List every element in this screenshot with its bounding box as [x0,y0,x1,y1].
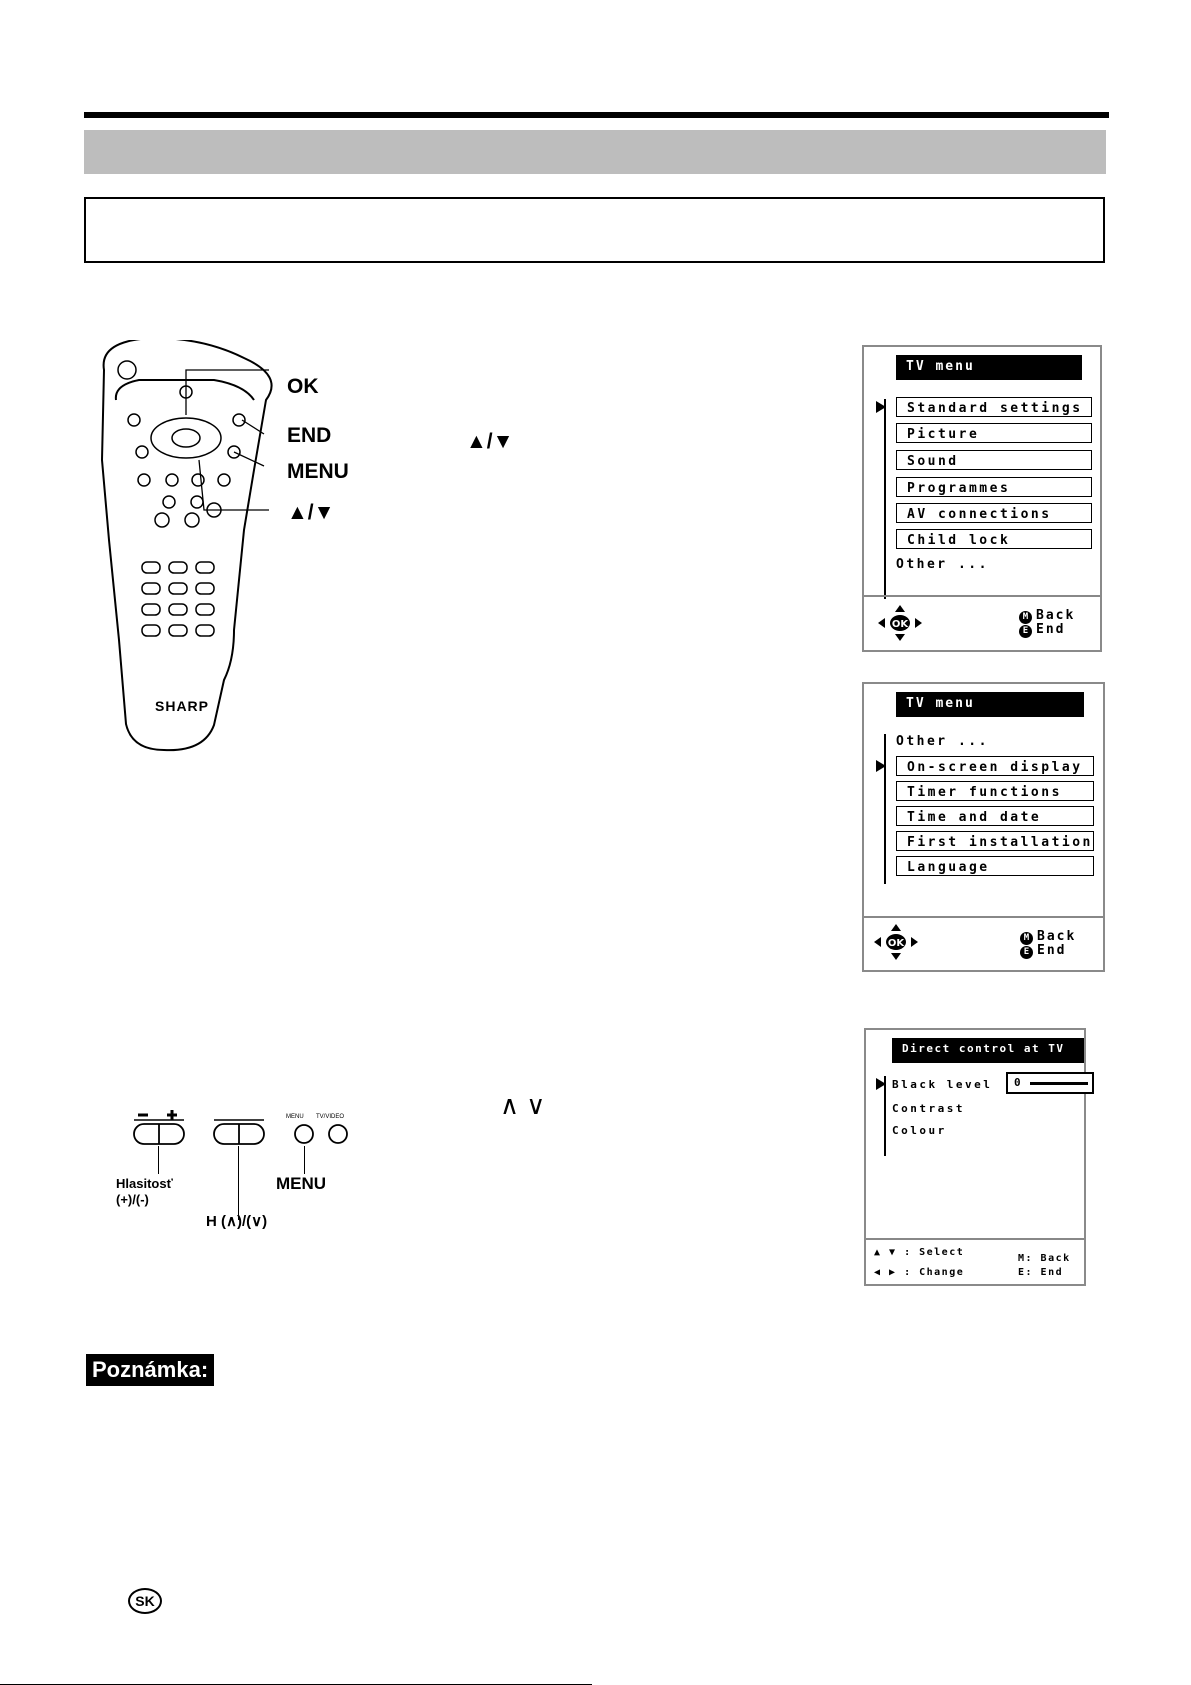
menu-callout-line [304,1146,305,1174]
channel-arrows-icon: ∧ ∨ [500,1090,546,1120]
menu1-item-sound[interactable]: Sound [896,450,1092,470]
black-level-slider[interactable] [1006,1072,1094,1094]
menu1-item-av-connections[interactable]: AV connections [896,503,1092,523]
tv-menu-panel-1 [862,345,1102,652]
menu2-more[interactable]: Other ... [896,734,989,749]
black-level-value: 0 [1014,1076,1021,1089]
tv-panel-small-tvvideo: TV/VIDEO [316,1114,345,1120]
svg-text:OK: OK [891,619,909,630]
remote-label-menu: MENU [287,460,349,483]
volume-label: Hlasitosť [116,1176,173,1191]
instruction-arrows: ▲/▼ [466,430,514,453]
direct-control-panel [864,1028,1086,1286]
e-button-icon: E [1019,625,1032,638]
slider-track [1030,1082,1088,1085]
e-button-icon: E [1020,946,1033,959]
remote-label-updown: ▲/▼ [287,501,335,524]
remote-drawing [94,340,424,770]
tv-panel-illustration [132,1106,392,1161]
tv-panel-buttons [132,1106,392,1156]
tv-menu-panel-2 [862,682,1105,972]
menu-label: MENU [276,1174,327,1193]
menu1-footer-end [1019,623,1065,638]
menu2-divider [864,916,1103,918]
menu1-more[interactable]: Other ... [896,557,989,572]
m-button-icon: M [1020,932,1033,945]
menu2-end-text: End [1037,943,1067,958]
menu2-footer-end [1020,944,1066,959]
menu1-item-programmes[interactable]: Programmes [896,477,1092,497]
menu1-end-text: End [1036,622,1066,637]
menu1-title: TV menu [896,355,1082,380]
menu2-ok-nav-icon [872,922,922,966]
volume-callout-line [158,1146,159,1174]
menu3-item-contrast[interactable]: Contrast [892,1102,965,1115]
menu1-item-picture[interactable]: Picture [896,423,1092,443]
menu2-back-text: Back [1037,929,1077,944]
m-button-icon: M [1019,611,1032,624]
menu1-item-standard-settings[interactable]: Standard settings [896,397,1092,417]
channel-callout-line [238,1146,239,1220]
menu3-scroll-line [884,1076,886,1156]
volume-sub-label: (+)/(-) [116,1192,149,1207]
section-title-band [84,130,1106,174]
menu1-item-child-lock[interactable]: Child lock [896,529,1092,549]
menu3-footer-change: ◀ ▶ : Change [874,1267,965,1278]
remote-label-ok: OK [287,375,319,398]
tv-panel-small-menu: MENU [286,1114,304,1120]
menu3-item-colour[interactable]: Colour [892,1124,947,1137]
menu2-title: TV menu [896,692,1084,717]
remote-brand: SHARP [155,698,210,714]
menu2-scroll-line [884,734,886,884]
channel-label: H (∧)/(∨) [206,1213,268,1230]
menu1-ok-nav-icon [876,603,926,647]
top-rule [84,112,1109,118]
remote-label-end: END [287,424,332,447]
menu3-footer-end: E: End [1018,1267,1064,1278]
menu3-footer-back: M: Back [1018,1253,1071,1264]
svg-text:OK: OK [887,938,905,949]
note-label: Poznámka: [86,1354,214,1386]
menu2-item-time-and-date[interactable]: Time and date [896,806,1094,826]
menu3-footer-select: ▲ ▼ : Select [874,1247,965,1258]
language-badge: SK [128,1588,162,1614]
menu2-item-timer-functions[interactable]: Timer functions [896,781,1094,801]
remote-illustration [94,340,424,775]
menu1-scroll-line [884,399,886,599]
menu3-title: Direct control at TV [892,1038,1084,1063]
menu3-divider [866,1238,1084,1240]
menu1-back-text: Back [1036,608,1076,623]
menu2-item-language[interactable]: Language [896,856,1094,876]
intro-box [84,197,1105,263]
menu3-item-black-level[interactable]: Black level [892,1078,993,1091]
menu2-item-first-installation[interactable]: First installation [896,831,1094,851]
menu1-divider [864,595,1100,597]
menu2-item-on-screen-display[interactable]: On-screen display [896,756,1094,776]
